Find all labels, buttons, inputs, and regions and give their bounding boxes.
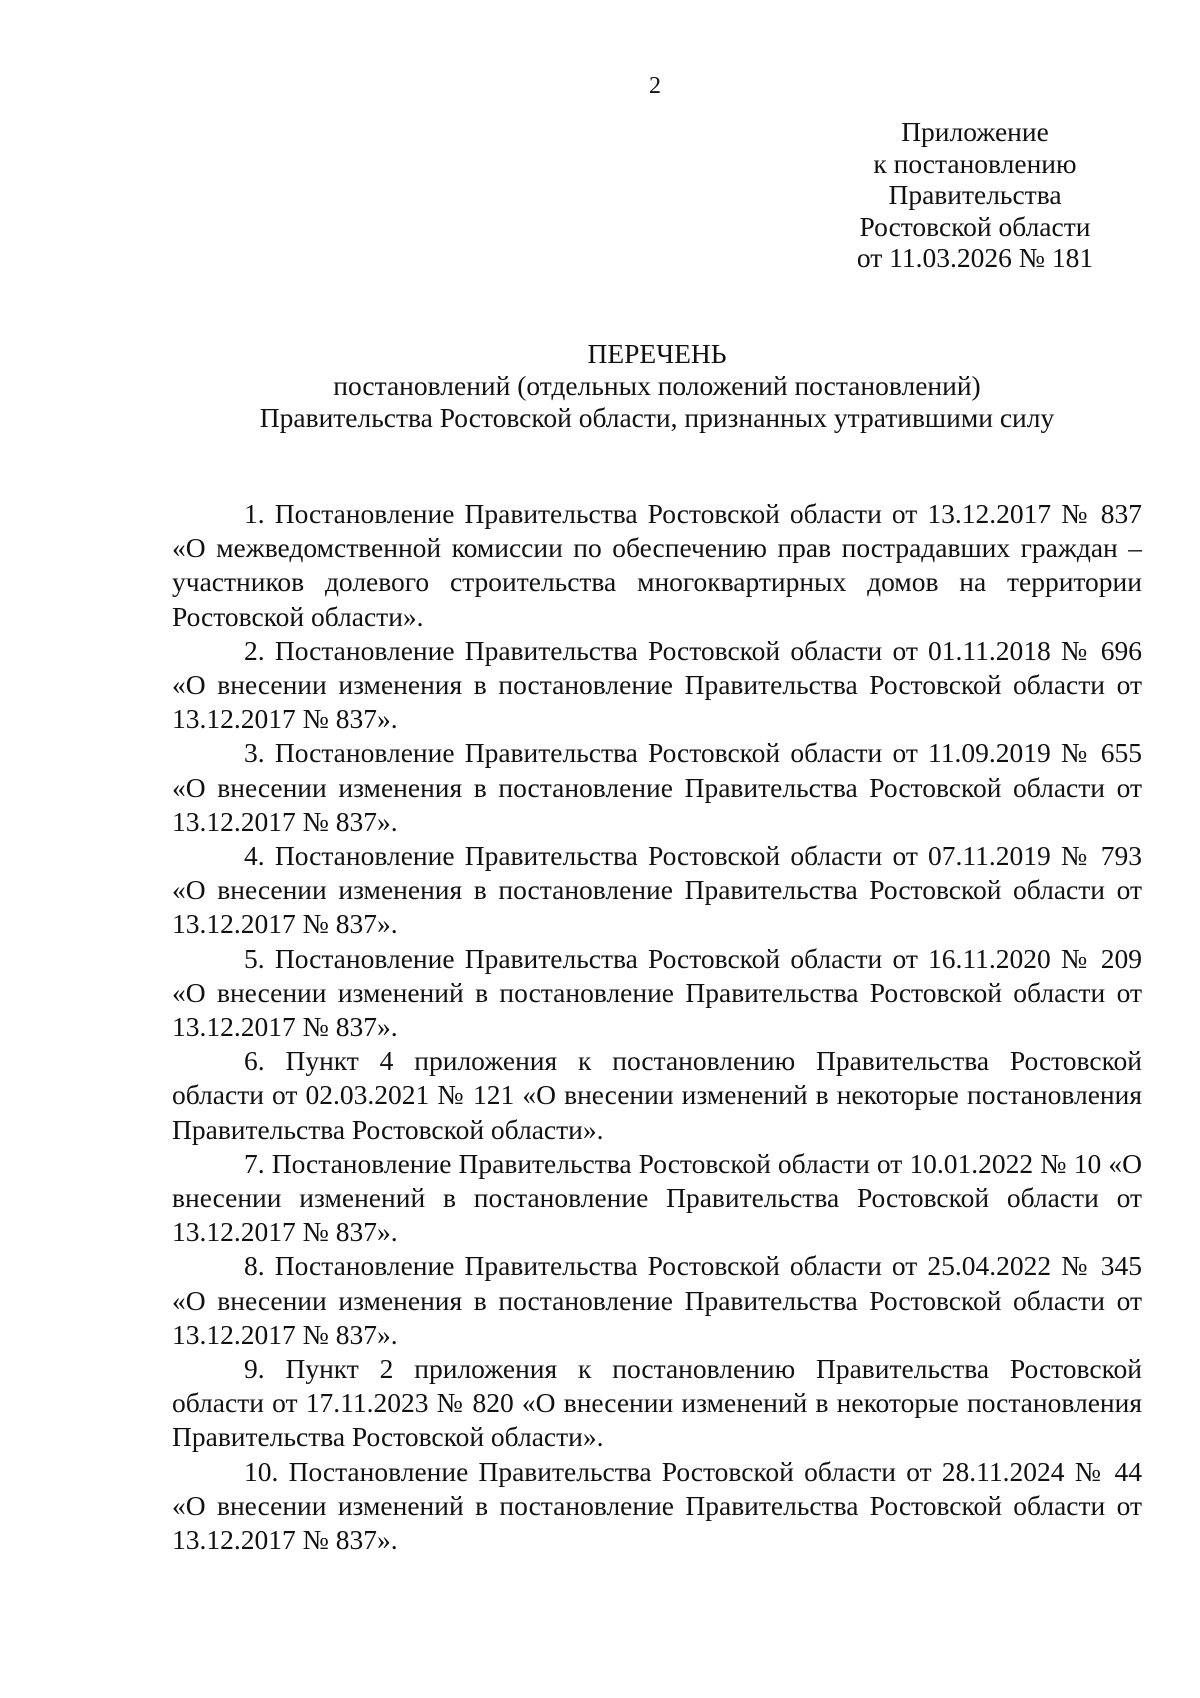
document-subtitle-line: Правительства Ростовской области, признанных утратившими силу <box>259 402 1055 433</box>
list-item <box>172 1147 1142 1250</box>
list-item-number: 4. <box>244 840 265 872</box>
list-item-text: Постановление Правительства Ростовской области от 11.09.2019 № 655 «О внесении изменения в постановление Правительства Ростовской области от 13.12.2017 № 837». <box>172 737 1142 837</box>
list-item <box>172 942 1142 1045</box>
list-item-text: Постановление Правительства Ростовской области от 28.11.2024 № 44 «О внесении изменений в постановление Правительства Ростовской области от 13.12.2017 № 837». <box>172 1455 1142 1556</box>
document-title: ПЕРЕЧЕНЬ <box>587 338 727 369</box>
resolutions-list <box>172 497 1142 1557</box>
list-item-text: Пункт 2 приложения к постановлению Правительства Ростовской области от 17.11.2023 № 820 «О внесении изменений в некоторые постановления Правительства Ростовской области». <box>172 1353 1143 1453</box>
list-item-text: Пункт 4 приложения к постановлению Правительства Ростовской области от 02.03.2021 № 121 «О внесении изменений в некоторые постановления Правительства Ростовской области». <box>172 1045 1143 1145</box>
list-item-number: 3. <box>244 737 265 769</box>
list-item-number: 1. <box>244 498 265 529</box>
list-item-number: 9. <box>244 1353 265 1385</box>
list-item <box>172 1249 1142 1352</box>
list-item <box>172 497 1142 634</box>
list-item-number: 8. <box>244 1250 265 1282</box>
page-number: 2 <box>649 73 661 99</box>
list-item <box>172 1044 1142 1147</box>
appendix-line: к постановлению <box>873 147 1077 179</box>
appendix-line: Ростовской области <box>859 210 1091 242</box>
list-item-number: 7. <box>244 1147 265 1179</box>
appendix-block <box>840 116 1110 274</box>
list-item <box>172 634 1142 737</box>
document-subtitle-line: постановлений (отдельных положений постановлений) <box>333 370 981 401</box>
list-item-text: Постановление Правительства Ростовской области от 16.11.2020 № 209 «О внесении изменений в постановление Правительства Ростовской области от 13.12.2017 № 837». <box>172 942 1142 1043</box>
list-item-text: Постановление Правительства Ростовской области от 13.12.2017 № 837 «О межведомственной комиссии по обеспечению прав пострадавших граждан – участников долевого строительства многоквартирных домов на территории Ростовской области». <box>172 498 1142 632</box>
list-item-number: 5. <box>244 942 265 974</box>
list-item-text: Постановление Правительства Ростовской области от 10.01.2022 № 10 «О внесении изменений в постановление Правительства Ростовской области от 13.12.2017 № 837». <box>172 1147 1142 1248</box>
list-item <box>172 1352 1142 1455</box>
list-item <box>172 839 1142 942</box>
appendix-line: Правительства <box>888 179 1062 210</box>
list-item-number: 6. <box>244 1045 265 1077</box>
list-item <box>172 1455 1142 1558</box>
list-item-text: Постановление Правительства Ростовской области от 07.11.2019 № 793 «О внесении изменения в постановление Правительства Ростовской области от 13.12.2017 № 837». <box>172 840 1142 940</box>
list-item-text: Постановление Правительства Ростовской области от 25.04.2022 № 345 «О внесении изменения в постановление Правительства Ростовской области от 13.12.2017 № 837». <box>172 1250 1142 1350</box>
appendix-line: от 11.03.2026 № 181 <box>856 242 1094 273</box>
list-item <box>172 736 1142 839</box>
list-item-number: 10. <box>244 1455 279 1487</box>
document-heading <box>172 338 1142 434</box>
appendix-line: Приложение <box>901 116 1049 147</box>
list-item-number: 2. <box>244 634 265 666</box>
list-item-text: Постановление Правительства Ростовской области от 01.11.2018 № 696 «О внесении изменения в постановление Правительства Ростовской области от 13.12.2017 № 837». <box>172 634 1142 735</box>
